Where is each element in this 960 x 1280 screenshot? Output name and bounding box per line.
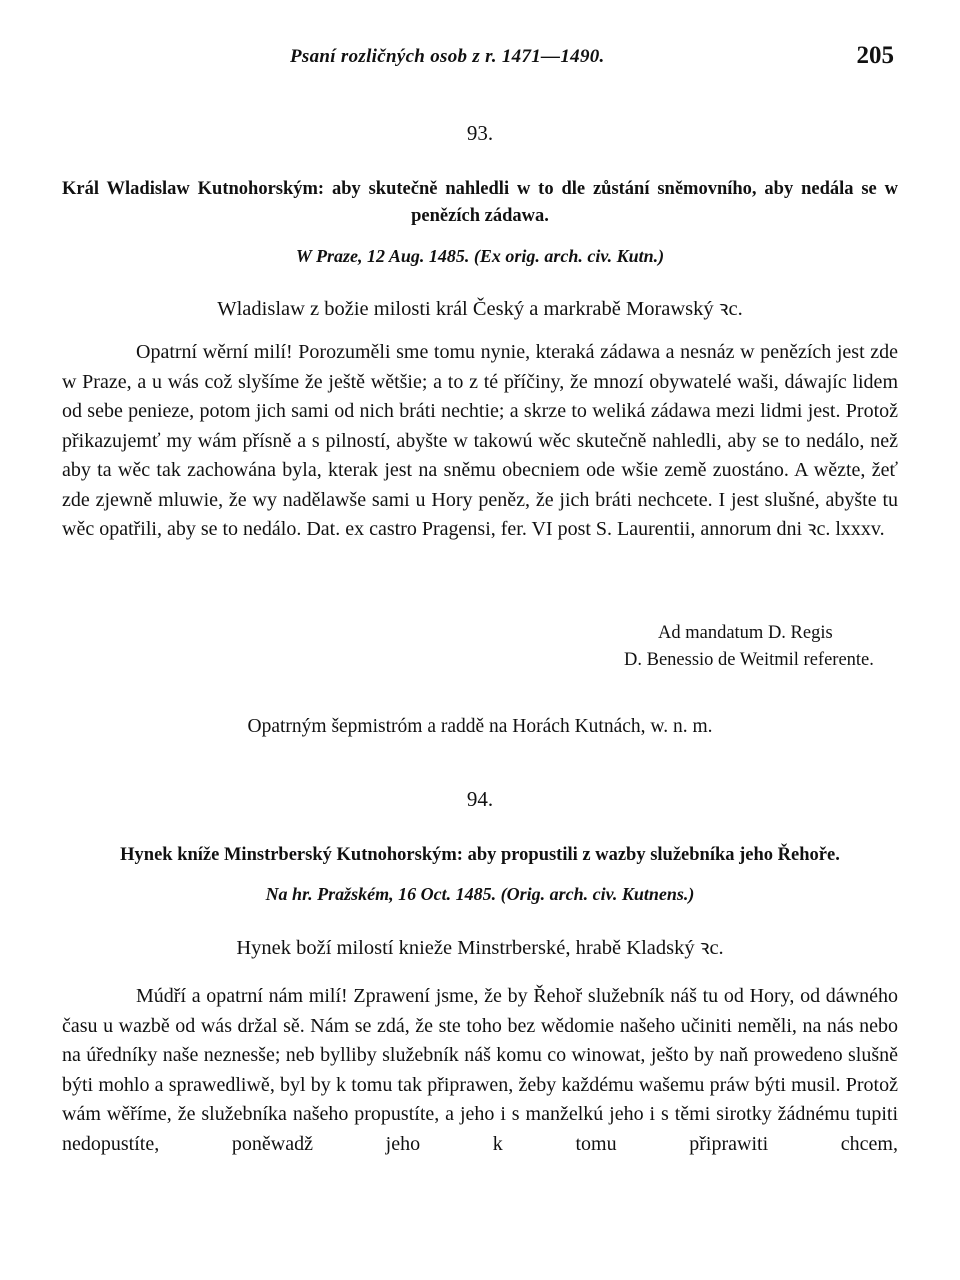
doc-body-text-93: Opatrní wěrní milí! Porozuměli sme tomu nynie, kteraká zádawa a nesnáz w penězích jest zde w Praze, a u wás což slyšíme že ještě wětšie; a to z té příčiny, že mnozí obywatelé waši, dáwajíc lidem od sebe penieze, potom jich sami od nich bráti nechtie; a skrze to weliká zádawa mezi lidmi jest. Protož přikazujemť my wám přísně a s pilností, abyšte w takowú wěc skutečně nahledli, aby se to nedálo, než aby ta wěc tak zachowána byla, kterak jest na sněmu obecniem ode wšie země zuostáno. A wězte, žeť zde zjewně mluwie, že wy nadělawše sami u Hory peněz, že jich bráti nechcete. I jest slušné, abyšte tu wěc opatřili, aby se to nedálo. Dat. ex castro Pragensi, fer. VI post S. Laurentii, annorum dni ꝛc. lxxxv.	[62, 341, 898, 540]
page-number: 205	[856, 42, 894, 69]
doc-summary-93: Král Wladislaw Kutnohorským: aby skutečně nahledli w to dle zůstání sněmovního, aby nedála se w penězích zádawa.	[62, 179, 898, 226]
signature-line-2: D. Benessio de Weitmil referente.	[624, 650, 874, 670]
doc-salutation-93: Wladislaw z božie milosti král Český a markrabě Morawský ꝛc.	[217, 298, 743, 320]
doc-body-93	[62, 338, 898, 545]
doc-dateline-93: W Praze, 12 Aug. 1485. (Ex orig. arch. civ. Kutn.)	[295, 246, 665, 266]
doc-address-93: Opatrným šepmistróm a raddě na Horách Kutnách, w. n. m.	[247, 716, 713, 737]
running-title: Psaní rozličných osob z r. 1471—1490.	[290, 46, 605, 67]
doc-number-94: 94.	[466, 787, 494, 811]
doc-salutation-94: Hynek boží milostí knieže Minstrberské, hrabě Kladský ꝛc.	[236, 937, 724, 959]
doc-number-93: 93.	[466, 121, 494, 145]
doc-body-text-94: Múdří a opatrní nám milí! Zprawení jsme, že by Řehoř služebník náš tu od Hory, od dáwného času u wazbě od wás držal sě. Nám se zdá, že ste toho bez wědomie našeho učiniti neměli, na nás nebo na úředníky naše neznesše; neb bylliby služebník náš komu co winowat, ješto by naň prowedeno slušně býti mohlo a sprawedliwě, byl by k tomu tak připrawen, žeby každému wašemu práw býti musil. Protož wám wěříme, že služebníka našeho propustíte, a jeho i s manželkú jeho i s těmi sirotky žádnému tupiti nedopustíte, poněwadž jeho k tomu připrawiti chcem,	[62, 985, 898, 1155]
doc-summary-94: Hynek kníže Minstrberský Kutnohorským: aby propustili z wazby služebníka jeho Řehoře.	[120, 845, 840, 865]
signature-line-1: Ad mandatum D. Regis	[658, 623, 833, 643]
doc-signature-93	[624, 620, 894, 674]
doc-body-94	[62, 982, 898, 1159]
running-head	[0, 40, 960, 80]
doc-dateline-94: Na hr. Pražském, 16 Oct. 1485. (Orig. arch. civ. Kutnens.)	[265, 884, 695, 904]
